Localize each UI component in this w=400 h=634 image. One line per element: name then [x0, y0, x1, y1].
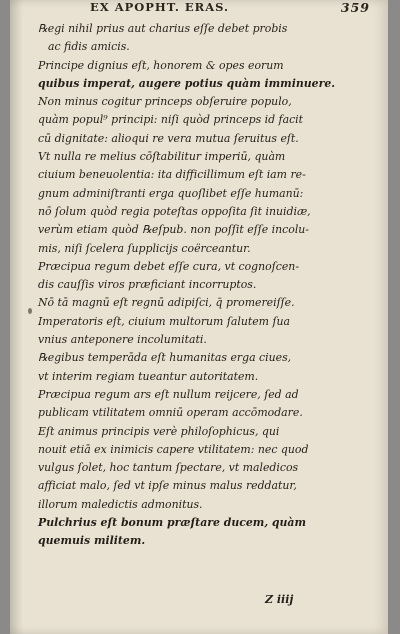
signature-mark: Z iiij: [265, 593, 294, 606]
book-page: [10, 0, 388, 634]
text-line: mis, niſi ſcelera ſupplicijs coërceantur.: [38, 241, 251, 255]
text-line: dis cauſſis viros præficiant incorruptos.: [38, 278, 257, 292]
text-line: afficiat malo, ſed vt ipſe minus malus reddatur,: [38, 479, 297, 493]
text-line: Vt nulla re melius cōſtabilitur imperiū, quàm: [38, 150, 286, 164]
text-line: Nō tā magnū eſt regnū adipiſci, q̄ promereiſſe.: [38, 296, 295, 310]
text-line: Eſt animus principis verè philoſophicus, qui: [38, 424, 280, 438]
spine-shadow: [10, 0, 24, 634]
text-line: vt interim regiam tueantur autoritatem.: [38, 369, 259, 383]
text-line: ac fidis amicis.: [48, 40, 130, 54]
ink-blot: [28, 308, 32, 314]
text-line: nouit etiā ex inimicis capere vtilitatem: nec quod: [38, 442, 309, 456]
text-line: ℞egibus temperāda eſt humanitas erga ciues,: [38, 351, 292, 365]
text-line: publicam vtilitatem omniū operam accōmodare.: [38, 406, 303, 420]
page-number: 359: [340, 0, 370, 15]
text-line: vnius anteponere incolumitati.: [38, 333, 207, 347]
text-line: ciuium beneuolentia: ita difficillimum eſt iam re-: [38, 168, 306, 182]
text-line: Præcipua regum ars eſt nullum reijcere, ſed ad: [38, 387, 299, 401]
text-line: Principe dignius eſt, honorem & opes eorum: [38, 58, 284, 72]
text-line: verùm etiam quòd ℞eſpub. non poſſit eſſe incolu-: [38, 223, 309, 237]
text-line: quemuis militem.: [38, 534, 146, 548]
text-line: quibus imperat, augere potius quàm imminuere.: [38, 76, 336, 90]
text-line: Pulchrius eſt bonum præſtare ducem, quàm: [38, 516, 307, 530]
text-line: illorum maledictis admonitus.: [38, 497, 203, 511]
running-head: EX APOPHT. ERAS.: [90, 0, 230, 14]
text-line: Præcipua regum debet eſſe cura, vt cognoſcen-: [38, 259, 299, 273]
text-line: Non minus cogitur princeps obſeruire populo,: [38, 95, 292, 109]
text-line: nō ſolum quòd regia poteſtas oppoſita ſit inuidiæ,: [38, 204, 311, 218]
text-line: gnum adminiſtranti erga quoſlibet eſſe humanū:: [38, 186, 304, 200]
text-line: cū dignitate: alioqui re vera mutua ſeruitus eſt.: [38, 131, 299, 145]
page-header: [10, 0, 388, 16]
text-line: Imperatoris eſt, ciuium multorum ſalutem ſua: [38, 314, 291, 328]
text-line: ℞egi nihil prius aut charius eſſe debet probis: [38, 22, 288, 35]
text-line: quàm popul⁹ principi: niſi quòd princeps id facit: [38, 113, 304, 127]
body-text: [38, 20, 382, 551]
text-line: vulgus ſolet, hoc tantum ſpectare, vt maledicos: [38, 461, 299, 475]
